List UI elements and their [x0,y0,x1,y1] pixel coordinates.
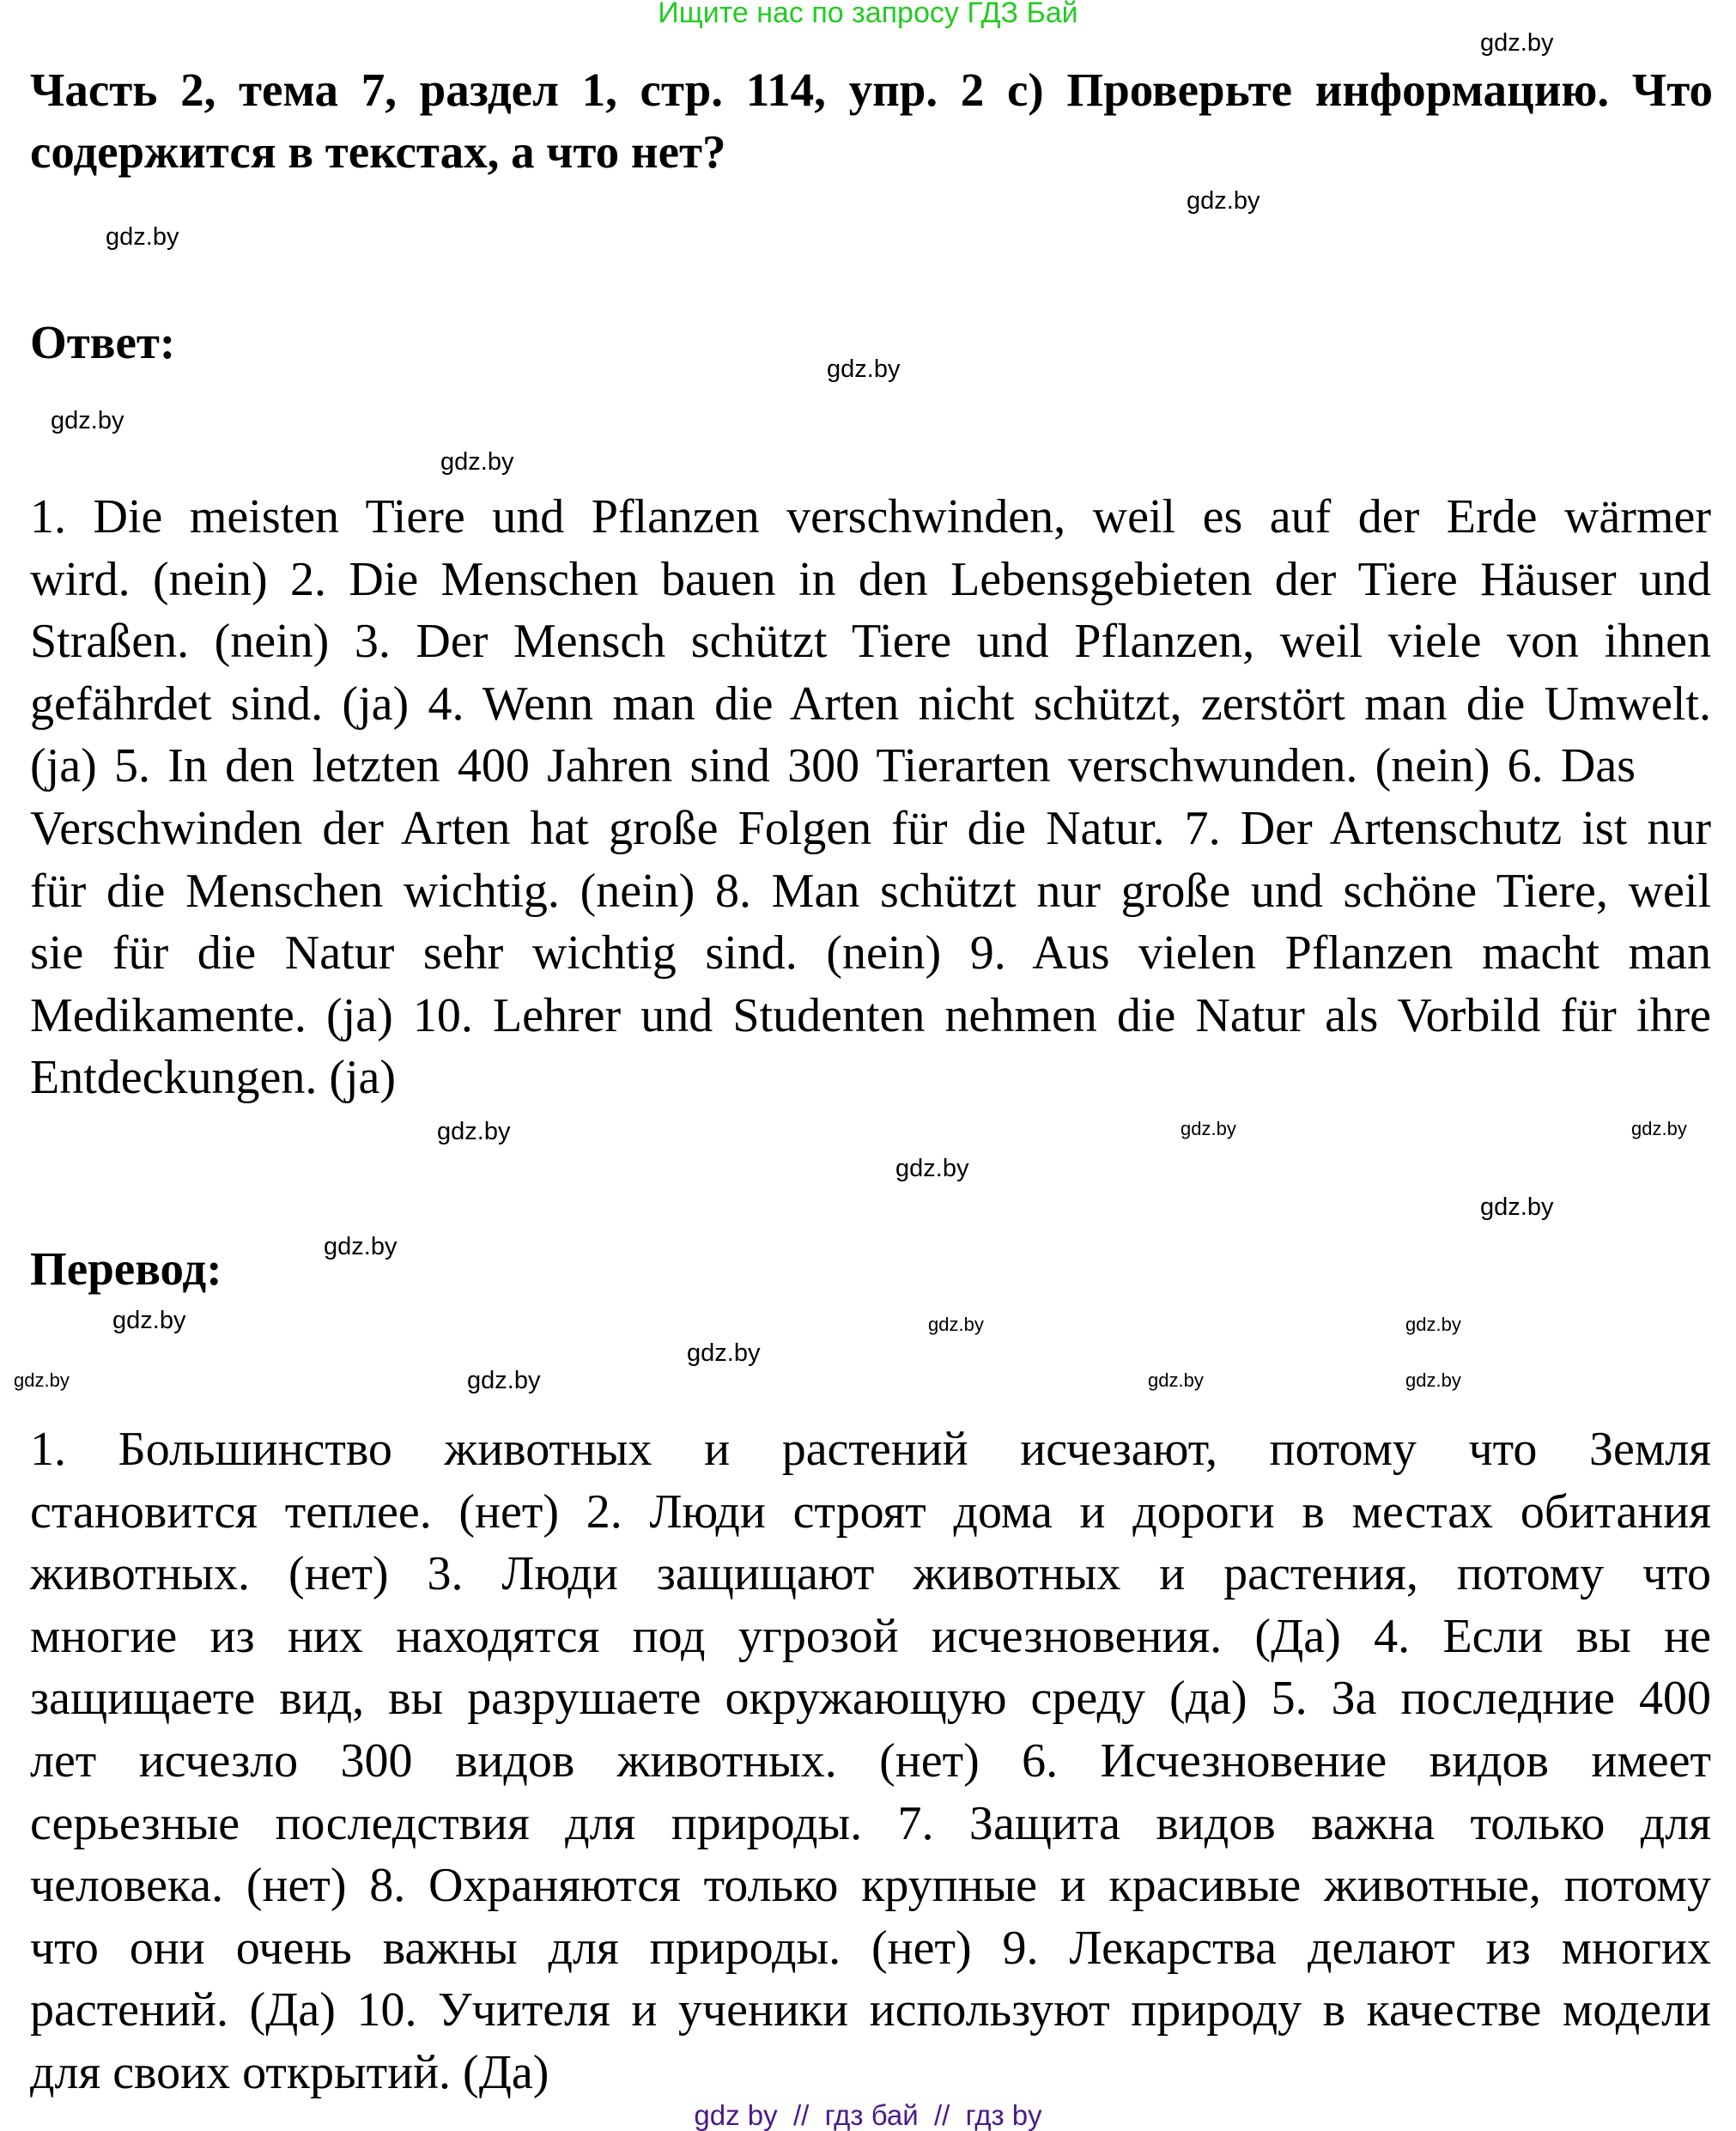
answer-line: für die Menschen wichtig. (nein) 8. Man schützt nur große und schöne Tiere, weil [30,864,1711,918]
watermark: gdz.by [440,448,514,476]
title-line: содержится в текстах, а что нет? [30,125,726,178]
watermark: gdz.by [1187,187,1260,215]
translation-line: растений. (Да) 10. Учителя и ученики используют природу в качестве модели [30,1983,1711,2037]
answer-line: sie für die Natur sehr wichtig sind. (nein) 9. Aus vielen Pflanzen macht man [30,926,1711,981]
answer-line: (ja) 5. In den letzten 400 Jahren sind 300 Tierarten verschwunden. (nein) 6. Das [30,739,1636,793]
translation-line: лет исчезло 300 видов животных. (нет) 6. Исчезновение видов имеет [30,1733,1711,1788]
translation-line: человека. (нет) 8. Охраняются только крупные и красивые животные, потому [30,1859,1711,1913]
watermark: gdz.by [112,1307,186,1334]
watermark: gdz.by [1405,1369,1461,1391]
exercise-title [30,59,1713,183]
watermark: gdz.by [1405,1314,1461,1335]
translation-line: серьезные последствия для природы. 7. Защита видов важна только для [30,1796,1711,1850]
watermark: gdz.by [437,1118,511,1145]
title-line: Часть 2, тема 7, раздел 1, стр. 114, упр. 2 c) Проверьте информацию. Что [30,64,1714,116]
answer-line: 1. Die meisten Tiere und Pflanzen verschwinden, weil es auf der Erde wärmer [30,490,1711,543]
translation-line: для своих открытий. (Да) [30,2045,549,2099]
answer-line: Medikamente. (ja) 10. Lehrer und Studenten nehmen die Natur als Vorbild für ihre [30,988,1711,1042]
watermark: gdz.by [928,1314,984,1335]
watermark: gdz.by [14,1369,70,1391]
watermark: gdz.by [827,355,901,383]
watermark: gdz.by [324,1233,398,1260]
translation-text [30,1418,1711,2104]
search-hint-link[interactable]: Ищите нас по запросу ГДЗ Бай [658,0,1078,29]
watermark: gdz.by [1181,1118,1236,1139]
answer-line: gefährdet sind. (ja) 4. Wenn man die Arten nicht schützt, zerstört man die Umwelt. [30,677,1711,731]
answer-line: Entdeckungen. (ja) [30,1051,397,1105]
watermark: gdz.by [1631,1118,1687,1139]
answer-line: wird. (nein) 2. Die Menschen bauen in den Lebensgebieten der Tiere Häuser und [30,552,1711,606]
answer-heading: Ответ: [30,316,176,368]
translation-line: становится теплее. (нет) 2. Люди строят дома и дороги в местах обитания [30,1484,1711,1539]
translation-line: что они очень важны для природы. (нет) 9. Лекарства делают из многих [30,1921,1711,1975]
watermark: gdz.by [467,1367,541,1394]
translation-line: животных. (нет) 3. Люди защищают животных и растения, потому что [30,1547,1711,1601]
watermark: gdz.by [1148,1369,1204,1391]
watermark: gdz.by [51,407,124,434]
answer-line: Verschwinden der Arten hat große Folgen für die Natur. 7. Der Artenschutz ist nur [30,801,1711,855]
footer-links[interactable]: gdz by // гдз бай // гдз by [694,2099,1042,2131]
watermark: gdz.by [1480,1193,1554,1221]
translation-line: 1. Большинство животных и растений исчезают, потому что Земля [30,1423,1711,1476]
watermark: gdz.by [895,1155,969,1182]
watermark: gdz.by [687,1339,761,1367]
watermark: gdz.by [1480,29,1554,57]
watermark: gdz.by [106,223,179,251]
translation-line: защищаете вид, вы разрушаете окружающую среду (да) 5. За последние 400 [30,1672,1711,1726]
answer-line: Straßen. (nein) 3. Der Mensch schützt Tiere und Pflanzen, weil viele von ihnen [30,615,1711,669]
answer-text [30,486,1711,1109]
translation-heading: Перевод: [30,1242,222,1295]
translation-line: многие из них находятся под угрозой исчезновения. (Да) 4. Если вы не [30,1609,1711,1663]
